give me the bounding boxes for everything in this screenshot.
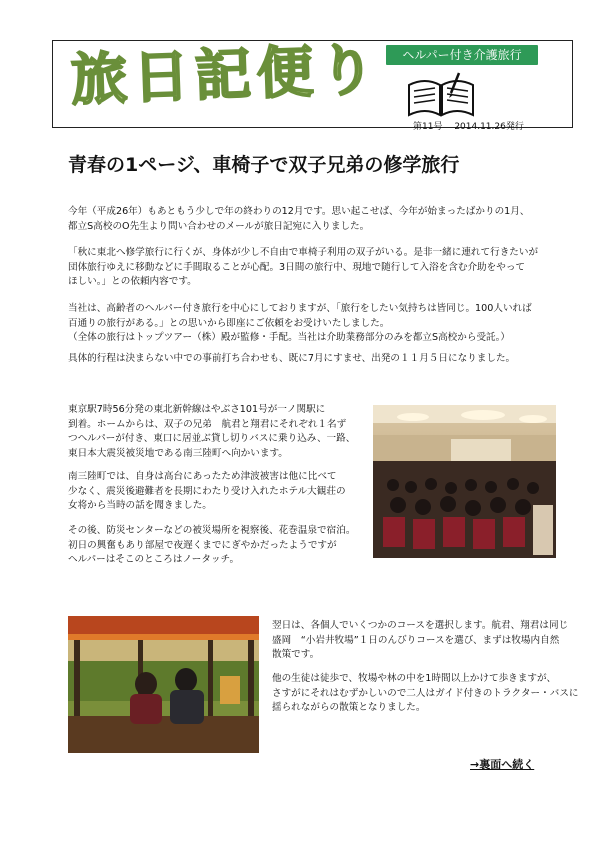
masthead (52, 36, 573, 132)
intro-paragraph-1 (68, 205, 588, 234)
text-line: （全体の旅行はトップツアー（株）殿が監修・手配。当社は介助業務部分のみを都立S高校から受託。） (68, 332, 511, 344)
text-line: 少なく、震災後避難者を長期にわたり受け入れたホテル大観荘の (68, 485, 346, 497)
section3-paragraph-2 (272, 672, 590, 716)
section2-paragraph-1 (68, 403, 368, 461)
text-line: 揺られながらの散策となりました。 (272, 702, 426, 714)
text-line: 女将から当時の話を聞きました。 (68, 500, 212, 512)
text-line: 具体的行程は決まらない中での事前打ち合わせも、既に7月にすませ、出発の１１月５日になりました。 (68, 353, 516, 364)
text-line: 盛岡 “小岩井牧場”１日のんびりコースを選び、まずは牧場内自然 (272, 634, 560, 646)
section2-paragraph-2 (68, 470, 368, 514)
text-line: 他の生徒は徒歩で、牧場や林の中を1時間以上かけて歩きますが、 (272, 673, 557, 684)
intro-paragraph-4 (68, 352, 588, 367)
text-line: つヘルパーが付き、東口に居並ぶ貸し切りバスに乗り込み、一路、 (68, 433, 356, 445)
intro-paragraph-3 (68, 302, 588, 346)
section2-paragraph-3 (68, 524, 368, 568)
text-line: 南三陸町では、自身は高台にあったため津波被害は他に比べて (68, 471, 337, 482)
text-line: 「秋に東北へ修学旅行に行くが、身体が少し不自由で車椅子利用の双子がいる。是非一緒に連れて行きたいが (68, 247, 539, 258)
text-line: 百通りの旅行がある。」との思いから即座にご依頼をお受けいたしました。 (68, 317, 390, 329)
continue-on-back-link[interactable]: →裏面へ続く (470, 758, 535, 771)
text-line: 東京駅7時56分発の東北新幹線はやぶさ101号が一ノ関駅に (68, 404, 326, 415)
section3-paragraph-1 (272, 619, 590, 663)
text-line: 今年（平成26年）もあともう少しで年の終わりの12月です。思い起こせば、今年が始まったばかりの1月、 (68, 206, 530, 217)
newsletter-title: 旅日記便り (69, 36, 383, 114)
article-headline: 青春の1ページ、車椅子で双子兄弟の修学旅行 (68, 154, 460, 176)
text-line: ヘルパーはそこのところはノータッチ。 (68, 554, 240, 566)
issue-info: 第11号 2014.11.26発行 (413, 122, 524, 132)
auditorium-photo (373, 405, 556, 558)
text-line: 翌日は、各個人でいくつかのコースを選択します。航君、翔君は同じ (272, 620, 569, 631)
intro-paragraph-2 (68, 246, 588, 290)
text-line: 初日の興奮もあり部屋で夜遅くまでにぎやかだったようですが (68, 539, 337, 551)
tractor-bus-photo (68, 616, 259, 753)
text-line: その後、防災センターなどの被災場所を視察後、花巻温泉で宿泊。 (68, 525, 356, 536)
text-line: 当社は、高齢者のヘルパー付き旅行を中心にしておりますが、「旅行をしたい気持ちは皆同じ。100人いれば (68, 303, 532, 314)
text-line: 団体旅行ゆえに移動などに手間取ることが心配。3日間の旅行中、現地で随行して入浴を含む介助をやって (68, 261, 526, 273)
text-line: 東日本大震災被災地である南三陸町へ向かいます。 (68, 447, 288, 459)
text-line: 散策です。 (272, 649, 320, 661)
text-line: 都立S高校のO先生より問い合わせのメールが旅日記宛に入りました。 (68, 220, 370, 232)
text-line: ほしい。」との依頼内容です。 (68, 276, 197, 288)
text-line: 到着。ホームからは、双子の兄弟 航君と翔君にそれぞれ１名ず (68, 418, 347, 430)
open-book-icon (405, 71, 477, 119)
service-badge: ヘルパー付き介護旅行 (386, 45, 538, 65)
text-line: さすがにそれはむずかしいので二人はガイド付きのトラクター・バスに (272, 687, 579, 699)
